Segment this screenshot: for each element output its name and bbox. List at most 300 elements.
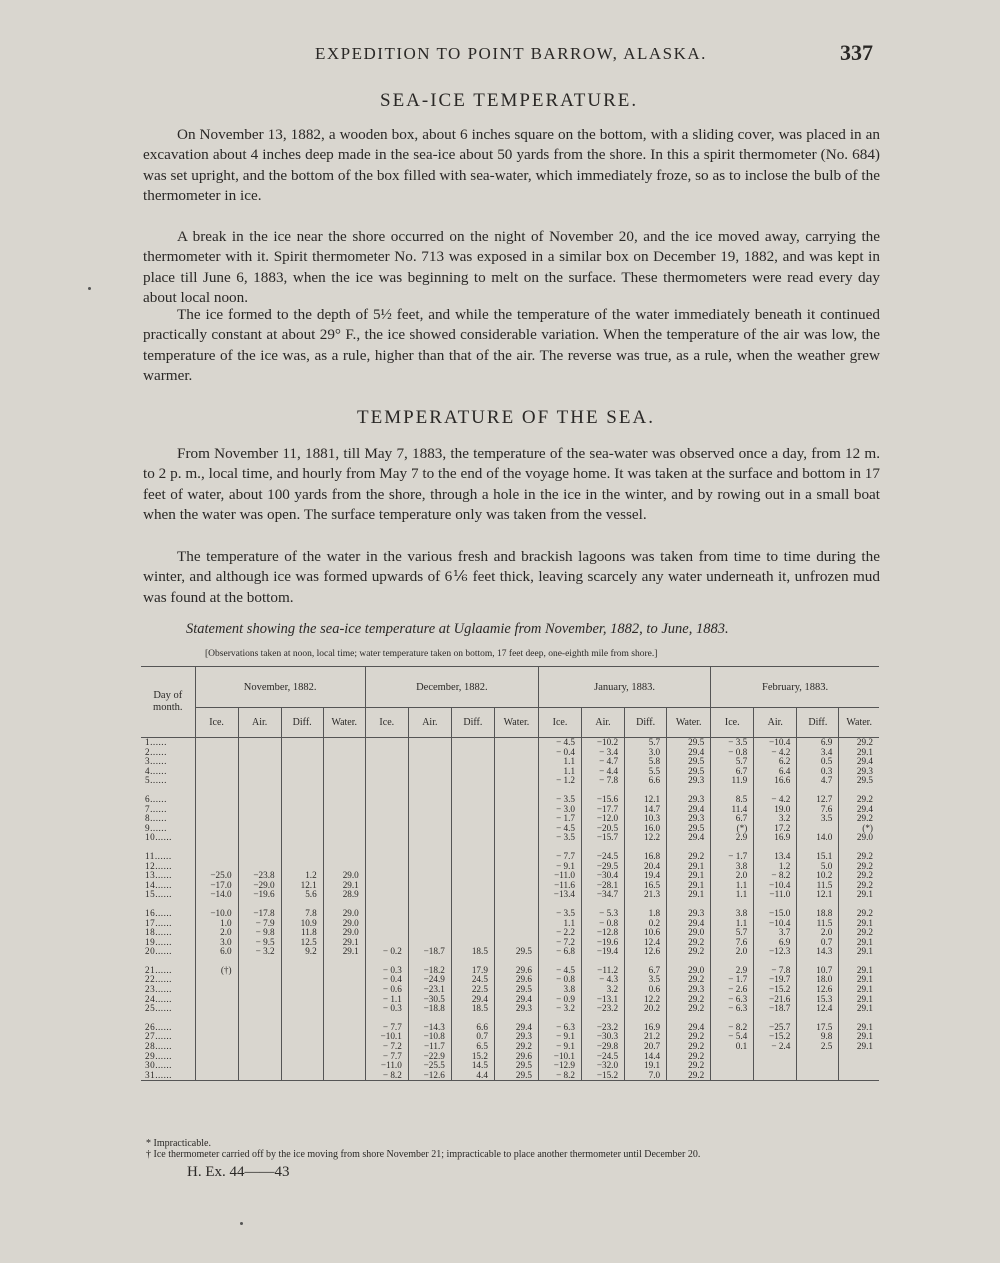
value-cell (281, 1004, 323, 1014)
value-cell: 7.8 (281, 909, 323, 919)
value-cell: 5.0 (797, 862, 839, 872)
value-cell: − 8.2 (365, 1071, 408, 1081)
value-cell: 11.8 (281, 928, 323, 938)
value-cell: −14.0 (195, 890, 238, 900)
value-cell (408, 852, 451, 862)
value-cell (238, 767, 281, 777)
value-cell: −23.8 (238, 871, 281, 881)
spacer-cell (408, 843, 451, 852)
value-cell (195, 852, 238, 862)
table-row (141, 1004, 879, 1014)
value-cell (365, 928, 408, 938)
value-cell: 0.7 (797, 938, 839, 948)
value-cell: 29.1 (667, 890, 711, 900)
value-cell (195, 1004, 238, 1014)
row-spacer (141, 786, 879, 795)
value-cell (281, 824, 323, 834)
value-cell: 29.6 (494, 1052, 538, 1062)
value-cell (323, 1032, 365, 1042)
value-cell: 6.9 (797, 738, 839, 748)
table-row (141, 928, 879, 938)
value-cell (408, 814, 451, 824)
value-cell (238, 852, 281, 862)
value-cell: −24.5 (582, 1052, 625, 1062)
value-cell: 12.4 (625, 938, 667, 948)
table-row (141, 805, 879, 815)
spacer-cell (365, 900, 408, 909)
day-cell: 6...... (145, 793, 167, 804)
value-cell: 29.2 (839, 862, 879, 872)
value-cell (494, 928, 538, 938)
value-cell: 29.2 (494, 1042, 538, 1052)
heading-temperature-of-the-sea: TEMPERATURE OF THE SEA. (357, 407, 655, 428)
value-cell: 0.6 (625, 985, 667, 995)
value-cell: 29.2 (667, 947, 711, 957)
column-header: Ice. (195, 708, 238, 738)
table-row (141, 852, 879, 862)
value-cell (408, 890, 451, 900)
value-cell: 29.4 (667, 833, 711, 843)
value-cell (365, 824, 408, 834)
paragraph: The temperature of the water in the various fresh and brackish lagoons was taken from time to time during the winter, and although ice was formed upwards of 6⅙ feet thick, leaving scarcely any water underneath it, unfrozen mud was found at the bottom. (143, 548, 880, 606)
value-cell (195, 1032, 238, 1042)
day-cell: 23...... (145, 984, 172, 995)
footnote: * Impracticable. (146, 1138, 211, 1149)
value-cell: − 3.2 (538, 1004, 581, 1014)
day-cell: 9...... (145, 822, 167, 833)
value-cell (238, 1071, 281, 1081)
value-cell: 0.2 (625, 919, 667, 929)
value-cell: − 7.9 (238, 919, 281, 929)
value-cell: 5.5 (625, 767, 667, 777)
value-cell: −10.4 (754, 919, 797, 929)
value-cell: −10.2 (582, 738, 625, 748)
value-cell: 29.1 (667, 881, 711, 891)
value-cell: 29.4 (667, 805, 711, 815)
value-cell: 16.9 (625, 1023, 667, 1033)
value-cell: 29.2 (667, 995, 711, 1005)
value-cell: − 3.5 (538, 833, 581, 843)
value-cell (494, 824, 538, 834)
value-cell (238, 1023, 281, 1033)
value-cell (323, 852, 365, 862)
value-cell (238, 738, 281, 748)
value-cell: − 2.2 (538, 928, 581, 938)
column-header: Diff. (451, 708, 494, 738)
value-cell: −19.7 (754, 975, 797, 985)
value-cell: −13.1 (582, 995, 625, 1005)
spacer-cell (451, 786, 494, 795)
value-cell (711, 1071, 754, 1081)
spacer-cell (281, 957, 323, 966)
value-cell: 12.7 (797, 795, 839, 805)
value-cell: 29.3 (667, 985, 711, 995)
value-cell: 29.4 (451, 995, 494, 1005)
value-cell: 11.5 (797, 881, 839, 891)
value-cell: −12.3 (754, 947, 797, 957)
value-cell: 5.7 (711, 757, 754, 767)
value-cell (323, 814, 365, 824)
value-cell (408, 795, 451, 805)
value-cell: −22.9 (408, 1052, 451, 1062)
spacer-cell (323, 786, 365, 795)
value-cell (365, 795, 408, 805)
value-cell: 29.2 (667, 938, 711, 948)
value-cell (195, 985, 238, 995)
value-cell (238, 995, 281, 1005)
value-cell: 29.2 (839, 852, 879, 862)
value-cell: −29.5 (582, 862, 625, 872)
table-row (141, 767, 879, 777)
value-cell (281, 975, 323, 985)
day-cell: 17...... (145, 917, 172, 928)
value-cell (365, 881, 408, 891)
value-cell (238, 814, 281, 824)
value-cell (365, 805, 408, 815)
row-spacer (141, 957, 879, 966)
value-cell: − 5.4 (711, 1032, 754, 1042)
value-cell: 29.5 (667, 738, 711, 748)
value-cell: 6.7 (625, 966, 667, 976)
day-cell: 27...... (145, 1031, 172, 1042)
value-cell: 29.3 (494, 1032, 538, 1042)
value-cell (195, 1023, 238, 1033)
value-cell (195, 1061, 238, 1071)
value-cell: − 0.4 (538, 748, 581, 758)
value-cell: 9.8 (797, 1032, 839, 1042)
value-cell (494, 757, 538, 767)
value-cell: 29.2 (839, 814, 879, 824)
value-cell: −18.8 (408, 1004, 451, 1014)
value-cell (408, 767, 451, 777)
value-cell: 15.3 (797, 995, 839, 1005)
value-cell (365, 738, 408, 748)
day-cell: 10...... (145, 832, 172, 843)
value-cell (281, 1071, 323, 1081)
value-cell: 29.1 (839, 985, 879, 995)
value-cell: 10.9 (281, 919, 323, 929)
value-cell: 29.2 (667, 1071, 711, 1081)
value-cell: 29.3 (667, 795, 711, 805)
value-cell (408, 862, 451, 872)
value-cell: −12.9 (538, 1061, 581, 1071)
value-cell: 12.1 (281, 881, 323, 891)
value-cell: −30.5 (408, 995, 451, 1005)
value-cell: − 8.2 (754, 871, 797, 881)
value-cell (195, 824, 238, 834)
day-cell: 19...... (145, 936, 172, 947)
value-cell: − 1.7 (711, 975, 754, 985)
value-cell (451, 928, 494, 938)
value-cell: 29.4 (667, 1023, 711, 1033)
day-cell: 28...... (145, 1041, 172, 1052)
paragraph: The ice formed to the depth of 5½ feet, and while the temperature of the water immediately beneath it continued practically constant at about 29° F., the ice showed considerable variation. When the temperature of the air was low, the temperature of the ice was, as a rule, higher than that of the air. The reverse was true, as a rule, when the weather grew warmer. (143, 306, 880, 385)
value-cell: −18.2 (408, 966, 451, 976)
value-cell: 2.9 (711, 966, 754, 976)
column-header: Water. (839, 708, 879, 738)
spacer-cell (238, 786, 281, 795)
spacer-cell (494, 843, 538, 852)
value-cell: − 2.4 (754, 1042, 797, 1052)
value-cell (365, 757, 408, 767)
value-cell: 7.0 (625, 1071, 667, 1081)
value-cell: 19.4 (625, 871, 667, 881)
value-cell: 12.2 (625, 833, 667, 843)
value-cell: 29.0 (323, 909, 365, 919)
value-cell: − 7.7 (365, 1023, 408, 1033)
value-cell: − 0.8 (582, 919, 625, 929)
value-cell: −23.2 (582, 1004, 625, 1014)
value-cell: 29.2 (839, 738, 879, 748)
table-row (141, 748, 879, 758)
column-header: Water. (323, 708, 365, 738)
spacer-cell (494, 786, 538, 795)
column-header: Diff. (281, 708, 323, 738)
value-cell (451, 738, 494, 748)
value-cell: 16.9 (754, 833, 797, 843)
value-cell: 20.7 (625, 1042, 667, 1052)
value-cell: 2.0 (711, 871, 754, 881)
value-cell (323, 767, 365, 777)
running-head-title: EXPEDITION TO POINT BARROW, ALASKA. (315, 44, 707, 63)
day-of-month-header: Day of month. (141, 667, 195, 738)
value-cell: 15.1 (797, 852, 839, 862)
table-row (141, 814, 879, 824)
value-cell (494, 862, 538, 872)
spacer-cell (195, 1014, 238, 1023)
value-cell: 29.1 (839, 938, 879, 948)
value-cell: 12.5 (281, 938, 323, 948)
day-cell: 1...... (145, 737, 167, 747)
value-cell: 12.4 (797, 1004, 839, 1014)
value-cell (238, 748, 281, 758)
value-cell: − 4.7 (582, 757, 625, 767)
column-header: Water. (667, 708, 711, 738)
value-cell: 29.1 (839, 890, 879, 900)
value-cell (451, 805, 494, 815)
value-cell (281, 985, 323, 995)
value-cell (195, 814, 238, 824)
value-cell: 29.0 (323, 919, 365, 929)
table-note: [Observations taken at noon, local time; water temperature taken on bottom, 17 feet deep, one-eighth mile from shore.] (205, 649, 658, 659)
value-cell: 29.4 (494, 1023, 538, 1033)
paragraph: From November 11, 1881, till May 7, 1883, the temperature of the sea-water was observed once a day, from 12 m. to 2 p. m., local time, and hourly from May 7 to the end of the voyage home. It was taken at the surface and bottom in 17 feet of water, about 100 yards from the shore, through a hole in the ice in the winter, and by rowing out in a small boat when the water was open. The surface temperature only was taken from the vessel. (143, 445, 880, 524)
value-cell (323, 985, 365, 995)
value-cell: 29.2 (667, 1032, 711, 1042)
value-cell: − 0.9 (538, 995, 581, 1005)
value-cell: 0.5 (797, 757, 839, 767)
value-cell: −11.0 (538, 871, 581, 881)
value-cell (451, 852, 494, 862)
month-header: November, 1882. (195, 667, 365, 708)
day-cell: 13...... (145, 870, 172, 881)
value-cell: 6.4 (754, 767, 797, 777)
value-cell: −10.1 (365, 1032, 408, 1042)
value-cell (323, 824, 365, 834)
value-cell: 15.2 (451, 1052, 494, 1062)
value-cell: 10.6 (625, 928, 667, 938)
value-cell: −10.4 (754, 738, 797, 748)
value-cell (365, 748, 408, 758)
value-cell (408, 881, 451, 891)
value-cell: 29.0 (667, 928, 711, 938)
day-cell: 20...... (145, 946, 172, 957)
value-cell (365, 862, 408, 872)
value-cell (195, 776, 238, 786)
value-cell (839, 1071, 879, 1081)
spacer-cell (238, 957, 281, 966)
value-cell (451, 862, 494, 872)
value-cell: − 3.5 (538, 909, 581, 919)
table-row (141, 738, 879, 748)
paragraph: On November 13, 1882, a wooden box, about 6 inches square on the bottom, with a sliding cover, was placed in an excavation about 4 inches deep made in the sea-ice about 50 yards from the shore. In this a spirit thermometer (No. 684) was set upright, and the bottom of the box filled with sea-water, which immediately froze, so as to inclose the bulb of the thermometer in ice. (143, 126, 880, 205)
value-cell: 19.1 (625, 1061, 667, 1071)
value-cell (195, 833, 238, 843)
value-cell (451, 833, 494, 843)
value-cell: 17.2 (754, 824, 797, 834)
value-cell (323, 805, 365, 815)
spacer-cell (195, 786, 238, 795)
value-cell: −17.0 (195, 881, 238, 891)
value-cell (281, 776, 323, 786)
value-cell: 18.5 (451, 1004, 494, 1014)
value-cell: 29.4 (839, 757, 879, 767)
day-cell: 11...... (145, 850, 172, 861)
value-cell (451, 748, 494, 758)
value-cell: 29.1 (839, 995, 879, 1005)
spacer-cell (625, 957, 667, 966)
table-row (141, 919, 879, 929)
value-cell: 8.5 (711, 795, 754, 805)
day-cell: 3...... (145, 756, 167, 767)
value-cell: −15.6 (582, 795, 625, 805)
value-cell: −30.3 (582, 1032, 625, 1042)
value-cell: 7.6 (711, 938, 754, 948)
value-cell (195, 795, 238, 805)
value-cell: 10.7 (797, 966, 839, 976)
value-cell: 5.7 (711, 928, 754, 938)
value-cell (494, 909, 538, 919)
value-cell: − 4.5 (538, 824, 581, 834)
value-cell: 20.2 (625, 1004, 667, 1014)
spacer-cell (451, 843, 494, 852)
value-cell (754, 1061, 797, 1071)
value-cell: 1.1 (711, 881, 754, 891)
value-cell: − 1.7 (538, 814, 581, 824)
value-cell: 29.2 (667, 1052, 711, 1062)
value-cell: −11.0 (365, 1061, 408, 1071)
value-cell: − 0.2 (365, 947, 408, 957)
table-row (141, 881, 879, 891)
value-cell: 29.2 (839, 795, 879, 805)
value-cell (408, 833, 451, 843)
value-cell: 6.6 (625, 776, 667, 786)
value-cell: 12.6 (625, 947, 667, 957)
column-header: Air. (754, 708, 797, 738)
value-cell: − 4.2 (754, 748, 797, 758)
value-cell: 18.0 (797, 975, 839, 985)
column-header: Diff. (625, 708, 667, 738)
value-cell: 29.5 (667, 757, 711, 767)
value-cell: 12.2 (625, 995, 667, 1005)
value-cell (494, 767, 538, 777)
value-cell (451, 795, 494, 805)
value-cell (494, 795, 538, 805)
value-cell: 6.5 (451, 1042, 494, 1052)
value-cell: −11.2 (582, 966, 625, 976)
value-cell: 2.0 (195, 928, 238, 938)
value-cell: 29.2 (667, 852, 711, 862)
value-cell: − 8.2 (711, 1023, 754, 1033)
value-cell (238, 805, 281, 815)
value-cell (195, 975, 238, 985)
spacer-cell (323, 1014, 365, 1023)
value-cell: 12.6 (797, 985, 839, 995)
value-cell: 29.5 (494, 985, 538, 995)
value-cell: − 6.3 (538, 1023, 581, 1033)
value-cell (451, 890, 494, 900)
value-cell: 6.7 (711, 814, 754, 824)
value-cell: −29.0 (238, 881, 281, 891)
value-cell: 29.5 (494, 1071, 538, 1081)
value-cell (365, 919, 408, 929)
value-cell: 14.4 (625, 1052, 667, 1062)
paragraph: A break in the ice near the shore occurred on the night of November 20, and the ice moved away, carrying the thermometer with it. Spirit thermometer No. 713 was exposed in a similar box on December 19, 1882, and was kept in place till June 6, 1883, when the ice was beginning to melt on the surface. These thermometers were read every day about local noon. (143, 228, 880, 307)
value-cell: − 4.5 (538, 738, 581, 748)
value-cell (195, 995, 238, 1005)
value-cell: 18.5 (451, 947, 494, 957)
table-row (141, 833, 879, 843)
value-cell: 1.2 (281, 871, 323, 881)
value-cell (494, 748, 538, 758)
value-cell: − 0.4 (365, 975, 408, 985)
value-cell (238, 975, 281, 985)
value-cell: 29.1 (839, 975, 879, 985)
value-cell: 29.1 (839, 966, 879, 976)
value-cell: 29.1 (323, 881, 365, 891)
value-cell: − 2.6 (711, 985, 754, 995)
day-cell: 14...... (145, 879, 172, 890)
day-cell: 31...... (145, 1069, 172, 1080)
table-row (141, 947, 879, 957)
value-cell (281, 748, 323, 758)
value-cell (238, 776, 281, 786)
month-header: December, 1882. (365, 667, 538, 708)
column-header: Water. (494, 708, 538, 738)
value-cell: − 0.8 (538, 975, 581, 985)
table-row (141, 776, 879, 786)
value-cell: 29.5 (494, 1061, 538, 1071)
value-cell: −19.6 (238, 890, 281, 900)
value-cell: 29.2 (667, 1042, 711, 1052)
value-cell: 19.0 (754, 805, 797, 815)
value-cell (494, 738, 538, 748)
table-row (141, 1052, 879, 1062)
value-cell (281, 805, 323, 815)
value-cell: 29.1 (839, 748, 879, 758)
value-cell: 29.4 (494, 995, 538, 1005)
value-cell (238, 757, 281, 767)
value-cell: −24.9 (408, 975, 451, 985)
value-cell (494, 852, 538, 862)
value-cell (408, 757, 451, 767)
spacer-cell (238, 843, 281, 852)
day-cell: 8...... (145, 813, 167, 824)
value-cell: 3.0 (195, 938, 238, 948)
value-cell: 29.1 (839, 1032, 879, 1042)
value-cell: − 9.1 (538, 862, 581, 872)
value-cell: − 4.5 (538, 966, 581, 976)
